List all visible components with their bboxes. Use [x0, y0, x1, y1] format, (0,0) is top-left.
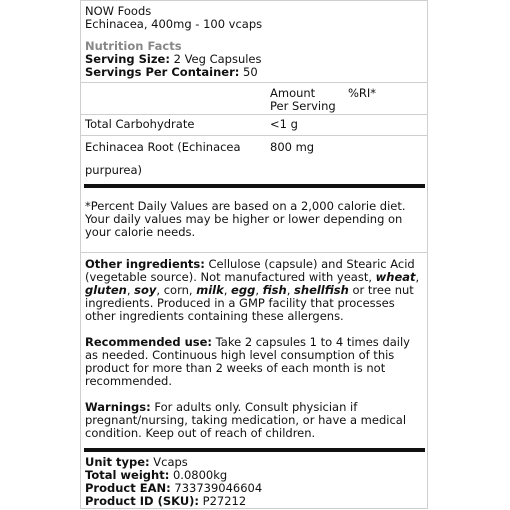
allergen-egg: egg [231, 283, 256, 297]
punctuation: , corn, [156, 283, 197, 297]
other-ingredients-line: other ingredients containing these allergens. [85, 309, 344, 323]
table-row-name: Echinacea Root (Echinacea [85, 140, 241, 154]
table-row-name: Total Carbohydrate [85, 117, 195, 131]
total-weight-label: Total weight: [85, 468, 170, 482]
warnings-line: condition. Keep out of reach of children. [85, 426, 316, 440]
allergen-milk: milk [196, 283, 224, 297]
divider [81, 252, 427, 253]
other-ingredients-line: ingredients. Produced in a GMP facility that processes [85, 296, 395, 310]
warnings-label: Warnings: [85, 400, 151, 414]
product-name: Echinacea, 400mg - 100 vcaps [85, 17, 263, 31]
other-ingredients-text: (vegetable source). Not manufactured with yeast, [85, 270, 376, 284]
table-row-divider [81, 135, 427, 136]
allergen-fish: fish [262, 283, 287, 297]
product-sku-label: Product ID (SKU): [85, 494, 200, 508]
other-ingredients-text: Cellulose (capsule) and Stearic Acid [204, 257, 415, 271]
footnote-line: Your daily values may be higher or lower depending on [85, 212, 403, 226]
table-row-amount: 800 mg [270, 140, 315, 154]
recommended-use-line: recommended. [85, 374, 173, 388]
facts-title: Nutrition Facts [85, 39, 182, 53]
thick-divider [84, 184, 425, 188]
table-row-divider [81, 114, 427, 115]
serving-size-value: 2 Veg Capsules [173, 52, 262, 66]
allergen-gluten: gluten [85, 283, 127, 297]
footnote-line: your calorie needs. [85, 225, 196, 239]
thick-divider [84, 448, 425, 452]
unit-type-label: Unit type: [85, 455, 150, 469]
product-ean-value: 733739046604 [170, 481, 263, 495]
recommended-use-line: product for more than 2 weeks of each month is not [85, 361, 386, 375]
allergen-soy: soy [134, 283, 157, 297]
recommended-use-line: as needed. Continuous high level consumption of this [85, 348, 395, 362]
ri-header: %RI* [348, 86, 377, 100]
total-weight-value: 0.0800kg [169, 468, 228, 482]
amount-header-line1: Amount [270, 86, 316, 100]
other-ingredients-label: Other ingredients: [85, 257, 205, 271]
serving-size-label: Serving Size: [85, 52, 170, 66]
allergen-wheat: wheat [375, 270, 416, 284]
divider [81, 82, 427, 83]
punctuation: , [223, 283, 232, 297]
brand-name: NOW Foods [85, 4, 152, 18]
servings-value: 50 [243, 65, 258, 79]
product-sku-value: P27212 [199, 494, 247, 508]
table-row-name-cont: purpurea) [85, 163, 142, 177]
punctuation: , [126, 283, 135, 297]
recommended-use-label: Recommended use: [85, 335, 213, 349]
warnings-text: For adults only. Consult physician if [150, 400, 358, 414]
unit-type-value: Vcaps [149, 455, 188, 469]
table-row-amount: <1 g [270, 117, 298, 131]
punctuation: , [255, 283, 263, 297]
warnings-line: pregnant/nursing, taking medication, or have a medical [85, 413, 407, 427]
punctuation: , [286, 283, 295, 297]
punctuation: , [415, 270, 420, 284]
other-ingredients-text: or tree nut [348, 283, 414, 297]
allergen-shellfish: shellfish [294, 283, 349, 297]
product-ean-label: Product EAN: [85, 481, 171, 495]
amount-header-line2: Per Serving [270, 99, 336, 113]
recommended-use-text: Take 2 capsules 1 to 4 times daily [212, 335, 410, 349]
product-sku [85, 495, 246, 508]
nutrition-label-panel [80, 0, 428, 509]
servings-label: Servings Per Container: [85, 65, 240, 79]
servings-per-container [85, 66, 258, 79]
footnote-line: *Percent Daily Values are based on a 2,000 calorie diet. [85, 199, 406, 213]
